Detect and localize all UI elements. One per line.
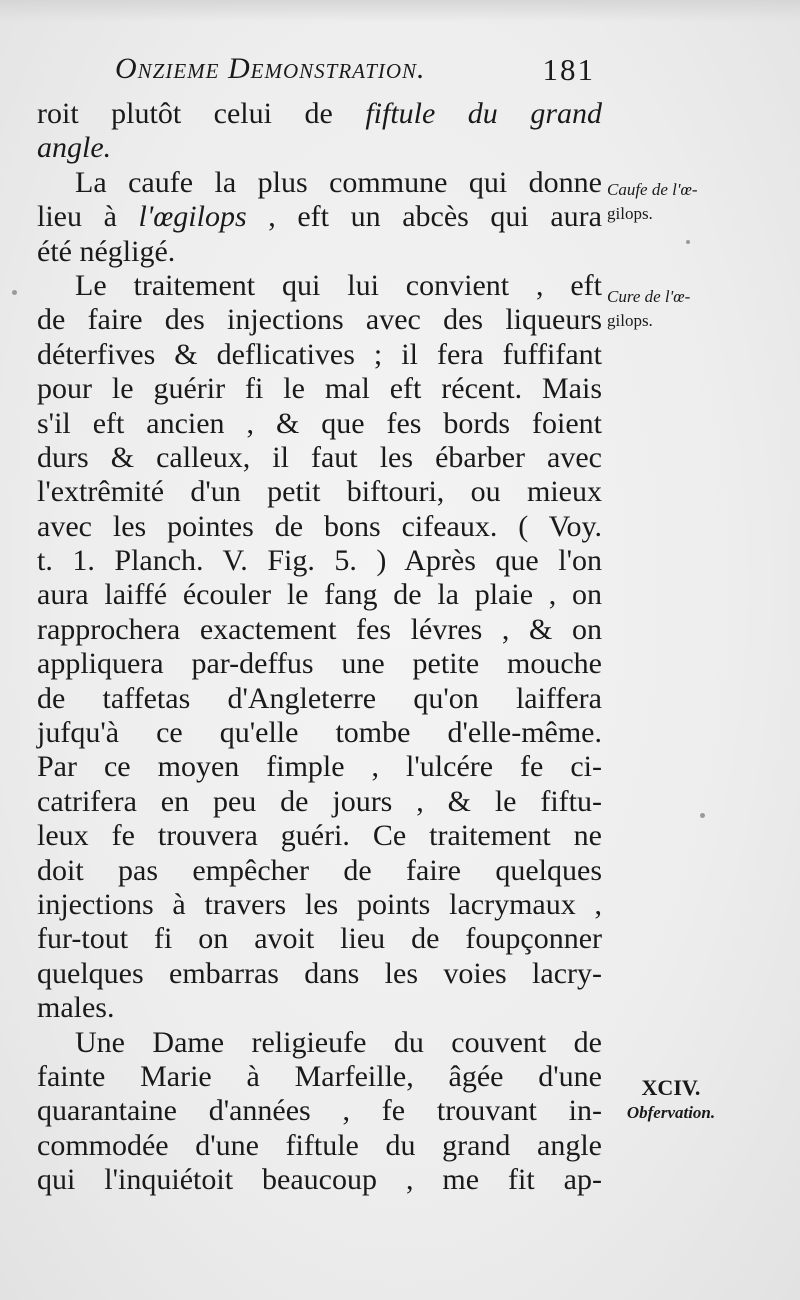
ink-speck xyxy=(686,240,690,244)
page-top-edge xyxy=(0,0,800,22)
text-line: jufqu'à ce qu'elle tombe d'elle-même. xyxy=(37,716,602,750)
margin-note-cure-line1: Cure de l'œ- xyxy=(607,287,691,306)
text-line: rapprochera exactement fes lévres , & on xyxy=(37,612,602,646)
text-line: avec les pointes de bons cifeaux. ( Voy. xyxy=(37,509,602,543)
text-line: t. 1. Planch. V. Fig. 5. ) Après que l'on xyxy=(37,544,602,578)
text-line: pour le guérir fi le mal eft récent. Mais xyxy=(37,372,602,406)
text-line: l'extrêmité d'un petit biftouri, ou mieux xyxy=(37,475,602,509)
text-line: doit pas empêcher de faire quelques xyxy=(37,853,602,887)
text-line: déterfives & deflicatives ; il fera fuffifant xyxy=(37,337,602,371)
observation-label: Obfervation. xyxy=(626,1103,716,1122)
text-line: durs & calleux, il faut les ébarber avec xyxy=(37,440,602,474)
text-line: été négligé. xyxy=(37,234,176,268)
text-line: appliquera par-deffus une petite mouche xyxy=(37,647,602,681)
text-line: fur-tout fi on avoit lieu de foupçonner xyxy=(37,922,602,956)
text-line: catrifera en peu de jours , & le fiftu- xyxy=(37,784,602,818)
margin-note-cause xyxy=(607,178,698,226)
text-line: qui l'inquiétoit beaucoup , me fit ap- xyxy=(37,1163,602,1197)
running-header xyxy=(115,52,595,96)
text-line: roit plutôt celui de fiftule du grand xyxy=(37,97,602,130)
observation-number: XCIV. xyxy=(641,1075,701,1100)
margin-note-cure-line2: gilops. xyxy=(607,311,653,330)
margin-note-cause-line1: Caufe de l'œ- xyxy=(607,180,698,199)
body-text xyxy=(37,97,602,1198)
margin-note-cure xyxy=(607,285,690,333)
text-line: La caufe la plus commune qui donne xyxy=(75,165,602,199)
margin-note-cause-line2: gilops. xyxy=(607,204,653,223)
text-line: fainte Marie à Marfeille, âgée d'une xyxy=(37,1059,602,1093)
text-line: commodée d'une fiftule du grand angle xyxy=(37,1128,602,1162)
text-line: leux fe trouvera guéri. Ce traitement ne xyxy=(37,819,602,853)
text-line: injections à travers les points lacrymaux , xyxy=(37,887,602,921)
ink-speck xyxy=(700,813,705,818)
margin-note-observation xyxy=(607,1075,735,1125)
text-line: aura laiffé écouler le fang de la plaie , on xyxy=(37,578,602,612)
text-line: angle. xyxy=(37,131,112,165)
text-line: de faire des injections avec des liqueurs xyxy=(37,303,602,337)
text-line: quelques embarras dans les voies lacry- xyxy=(37,956,602,990)
text-line: lieu à l'œgilops , eft un abcès qui aura xyxy=(37,200,602,234)
page-number: 181 xyxy=(542,52,595,87)
text-line: quarantaine d'années , fe trouvant in- xyxy=(37,1094,602,1128)
text-line: males. xyxy=(37,991,115,1025)
text-line: s'il eft ancien , & que fes bords foient xyxy=(37,406,602,440)
ink-speck xyxy=(12,290,17,295)
text-line: Le traitement qui lui convient , eft xyxy=(75,268,602,302)
text-line: Par ce moyen fimple , l'ulcére fe ci- xyxy=(37,750,602,784)
text-line: de taffetas d'Angleterre qu'on laiffera xyxy=(37,681,602,715)
running-title: Onzieme Demonstration. xyxy=(115,52,426,85)
text-line: Une Dame religieufe du couvent de xyxy=(75,1025,602,1059)
